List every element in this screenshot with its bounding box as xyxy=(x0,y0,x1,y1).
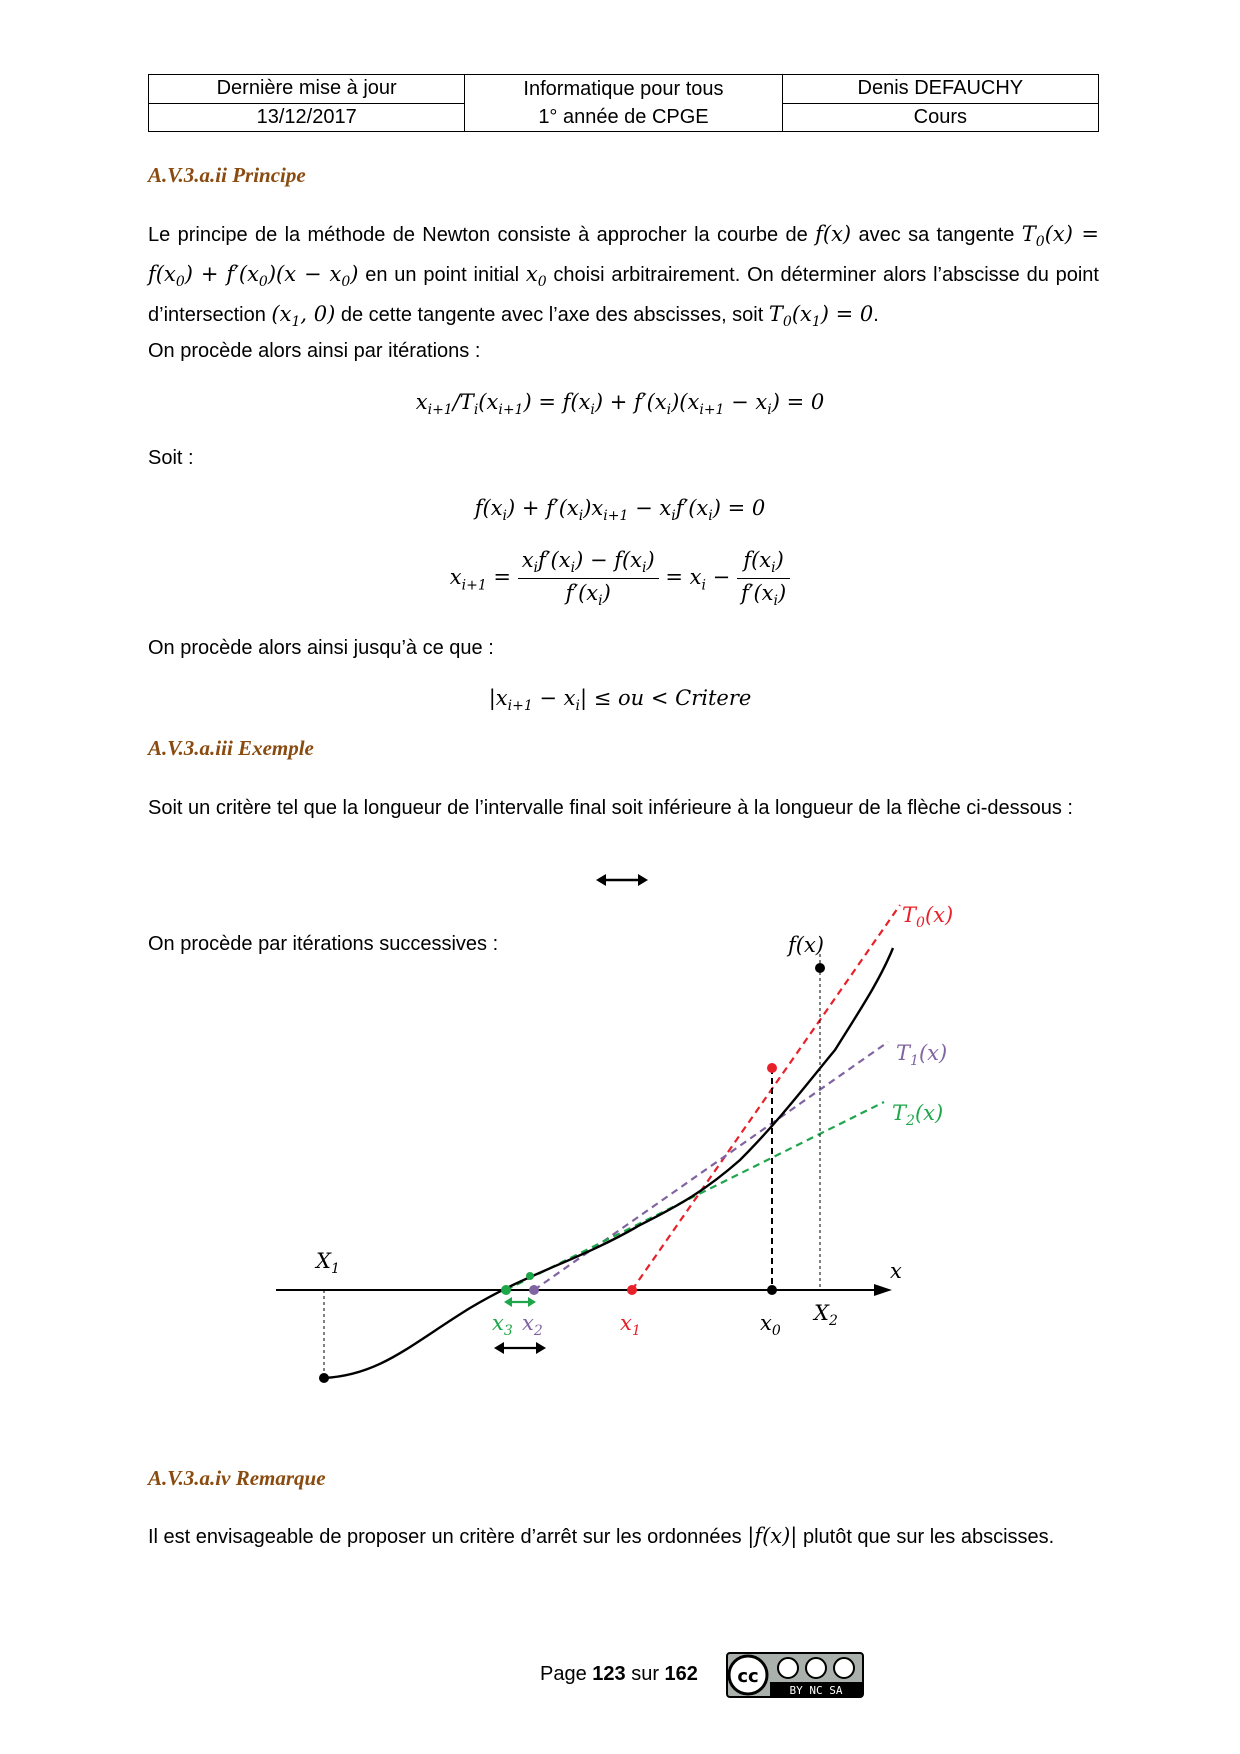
math-tangent-def: $T_0(x) = f(x_0) + f'(x_0)(x - x_0)$ xyxy=(148,222,1099,291)
equation-iteration: $x_{i+1}/T_i(x_{i+1}) = f(x_i) + f'(x_i)(x_{i+1} - x_i) = 0$ xyxy=(415,390,825,419)
equation-stop-criterion: $|x_{i+1} - x_i|$ ≤ ou < Critere xyxy=(488,686,752,715)
section-title-remarque: A.V.3.a.iv Remarque xyxy=(148,1466,326,1490)
math-t0-zero: $T_0(x_1) = 0$ xyxy=(768,302,874,331)
section-title-principe: A.V.3.a.ii Principe xyxy=(148,163,306,187)
sa-icon xyxy=(834,1658,854,1678)
update-date: 13/12/2017 xyxy=(149,103,465,132)
last-update-label: Dernière mise à jour xyxy=(149,75,465,104)
section-title-exemple: A.V.3.a.iii Exemple xyxy=(148,736,314,760)
nc-icon xyxy=(806,1658,826,1678)
cc-license-badge xyxy=(726,1652,864,1698)
iteration-intro: On procède alors ainsi par itérations : xyxy=(148,340,481,362)
license-text: BY NC SA xyxy=(789,1684,843,1697)
remarque-paragraph: Il est envisageable de proposer un critère d’arrêt sur les ordonnées |f(x)| plutôt que sur les abscisses. xyxy=(148,1524,1055,1548)
label-X1: $X_1$ xyxy=(316,1249,340,1277)
label-x0: $x_0$ xyxy=(760,1311,781,1339)
point-x3 xyxy=(501,1285,511,1295)
x-axis-arrowhead xyxy=(874,1284,892,1296)
label-t0: $T_0(x)$ xyxy=(902,903,954,931)
soit-label: Soit : xyxy=(148,447,194,469)
page-number: 123 xyxy=(592,1663,626,1685)
curve-f xyxy=(324,948,893,1378)
by-icon xyxy=(778,1658,798,1678)
header-table xyxy=(148,74,1099,132)
point-x1 xyxy=(627,1285,637,1295)
tangent-t0 xyxy=(632,905,900,1290)
successive-iterations-text: On procède par itérations successives : xyxy=(148,933,499,955)
point-x2 xyxy=(529,1285,539,1295)
equation-newton-formula: $x_{i+1}$ = $\frac{x_if'(x_i) - f(x_i)}{f'(x_i)}$ = $x_i$ − $\frac{f(x_i)}{f'(x_i)}$ xyxy=(0,548,1240,609)
principle-paragraph: Le principe de la méthode de Newton consiste à approcher la courbe de f(x) avec sa tangente $T_0(x) = f(x_0) + f'(x_0)(x - x_0)$ en un point initial $x_0$ choisi arbitrairement. On déterminer alors l’abscisse du point d’intersection ($x_1$, 0) de cette tangente avec l’axe des abscisses, soit $T_0(x_1) = 0$. xyxy=(148,222,1099,331)
point-tangency-t0 xyxy=(767,1063,777,1073)
point-tangency-t2 xyxy=(526,1272,534,1280)
doc-type: Cours xyxy=(782,103,1098,132)
label-x1: $x_1$ xyxy=(620,1311,641,1339)
label-X2: $X_2$ xyxy=(814,1301,838,1329)
math-fx: f(x) xyxy=(815,222,852,246)
newton-method-figure xyxy=(260,890,980,1410)
point-curve-top xyxy=(815,963,825,973)
course-title xyxy=(465,75,782,132)
label-t1: $T_1(x)$ xyxy=(896,1041,948,1069)
course-line-2: 1° année de CPGE xyxy=(538,106,709,128)
math-x0: $x_0$ xyxy=(525,262,547,291)
course-line-1: Informatique pour tous xyxy=(523,78,724,100)
math-abs-fx: |f(x)| xyxy=(747,1524,798,1548)
label-x2: $x_2$ xyxy=(522,1311,543,1339)
equation-expanded: $f(x_i) + f'(x_i)x_{i+1} - x_if'(x_i) = 0$ xyxy=(474,496,766,525)
label-x3: $x_3$ xyxy=(492,1311,513,1339)
page-total: 162 xyxy=(664,1663,698,1685)
author: Denis DEFAUCHY xyxy=(782,75,1098,104)
criterion-paragraph: Soit un critère tel que la longueur de l’intervalle final soit inférieure à la longueur de la flèche ci-dessous : xyxy=(148,797,1073,819)
until-intro: On procède alors ainsi jusqu’à ce que : xyxy=(148,637,494,659)
math-intersection: ($x_1$, 0) xyxy=(271,302,336,331)
x-axis-label: x xyxy=(890,1259,902,1283)
label-t2: $T_2(x)$ xyxy=(892,1101,944,1129)
point-x0 xyxy=(767,1285,777,1295)
svg-text:cc: cc xyxy=(737,1666,759,1687)
page-footer: Page 123 sur 162 xyxy=(540,1663,698,1685)
point-X1 xyxy=(319,1373,329,1383)
label-fx: f(x) xyxy=(788,933,825,957)
reference-length-arrow xyxy=(596,870,648,890)
